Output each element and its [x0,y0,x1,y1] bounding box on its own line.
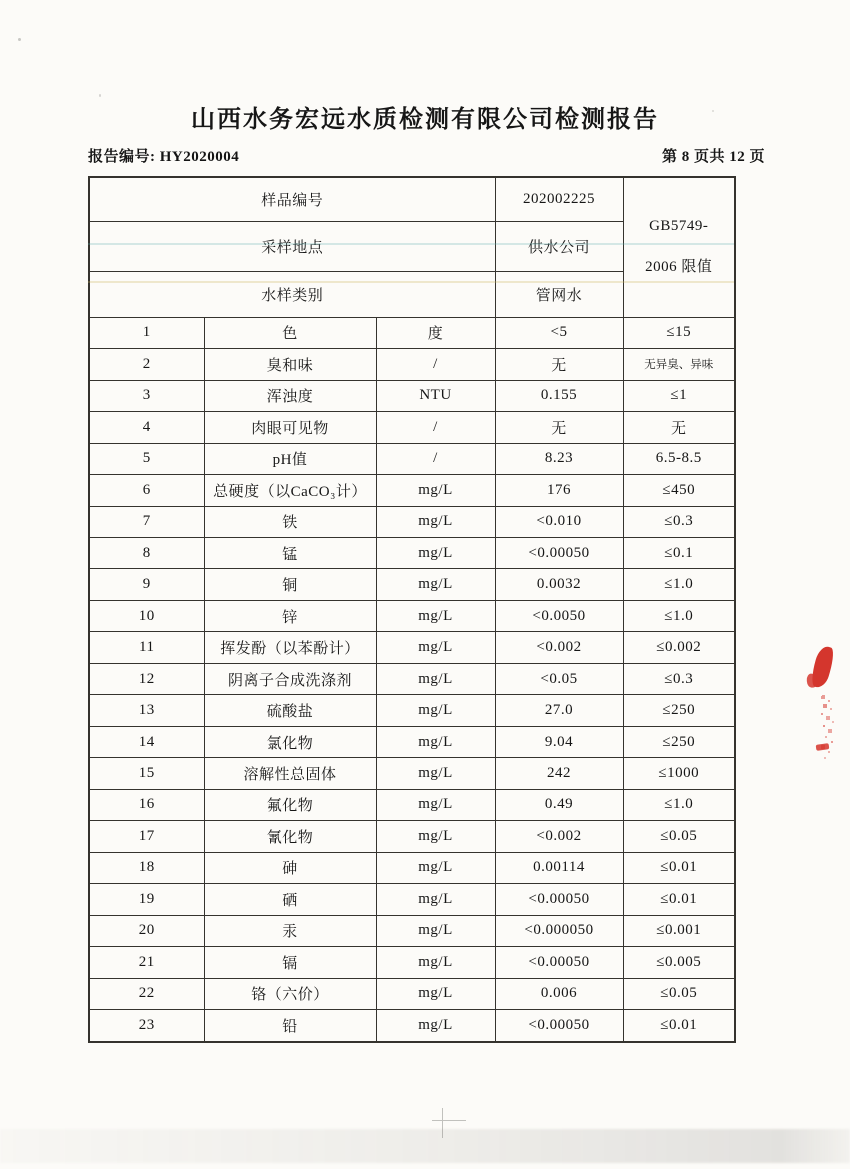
result-value-cell: 0.0032 [495,569,623,600]
unit-cell: mg/L [376,884,495,915]
item-name-cell: 铅 [204,1010,376,1042]
limit-value-cell: ≤0.01 [623,1010,735,1042]
item-name-cell: 溶解性总固体 [204,758,376,789]
table-row [89,915,735,946]
unit-cell: mg/L [376,600,495,631]
unit-cell: mg/L [376,789,495,820]
limit-value-cell: ≤0.001 [623,915,735,946]
row-number-cell: 1 [89,317,204,348]
limit-value-cell: ≤450 [623,475,735,506]
item-name-cell: 砷 [204,852,376,883]
unit-cell: mg/L [376,1010,495,1042]
red-seal-speckles [820,694,822,696]
result-value-cell: 176 [495,475,623,506]
water-type-value: 管网水 [495,271,623,317]
unit-cell: NTU [376,380,495,411]
limit-standard-line2: 2006 限值 [645,259,713,276]
page-indicator: 第 8 页共 12 页 [661,149,765,165]
unit-cell: mg/L [376,695,495,726]
scan-speck [712,110,714,112]
info-header-body [89,177,735,317]
unit-cell: mg/L [376,506,495,537]
unit-cell: mg/L [376,947,495,978]
row-number-cell: 23 [89,1010,204,1042]
limit-value-cell: ≤0.1 [623,538,735,569]
limit-standard-header [623,177,735,317]
item-name-cell: 挥发酚（以苯酚计） [204,632,376,663]
row-number-cell: 7 [89,506,204,537]
row-number-cell: 17 [89,821,204,852]
unit-cell: mg/L [376,538,495,569]
limit-value-cell: ≤0.01 [623,852,735,883]
result-value-cell: 8.23 [495,443,623,474]
result-value-cell: 0.155 [495,380,623,411]
row-number-cell: 22 [89,978,204,1009]
row-number-cell: 18 [89,852,204,883]
unit-cell: mg/L [376,632,495,663]
table-row [89,663,735,694]
item-name-cell: 色 [204,317,376,348]
result-value-cell: <0.00050 [495,538,623,569]
results-body [89,317,735,1042]
result-value-cell: 0.00114 [495,852,623,883]
limit-value-cell: ≤1.0 [623,569,735,600]
red-seal-dash [816,743,830,751]
sample-id-row [89,177,735,221]
item-name-cell: 汞 [204,915,376,946]
unit-cell: mg/L [376,852,495,883]
table-row [89,632,735,663]
limit-value-cell: ≤1000 [623,758,735,789]
scan-shadow-band [0,1129,850,1163]
limit-value-cell: ≤1 [623,380,735,411]
faint-cross-mark [432,1108,454,1138]
table-row [89,884,735,915]
row-number-cell: 5 [89,443,204,474]
result-value-cell: <0.0050 [495,600,623,631]
limit-value-cell: 无异臭、异味 [623,349,735,380]
item-name-cell: 阴离子合成洗涤剂 [204,663,376,694]
limit-value-cell: ≤0.3 [623,663,735,694]
report-meta [88,145,765,166]
table-row [89,726,735,757]
row-number-cell: 14 [89,726,204,757]
limit-value-cell: 6.5-8.5 [623,443,735,474]
row-number-cell: 4 [89,412,204,443]
item-name-cell: pH值 [204,443,376,474]
item-name-cell: 氰化物 [204,821,376,852]
table-row [89,317,735,348]
result-value-cell: 无 [495,349,623,380]
unit-cell: mg/L [376,726,495,757]
page-title: 山西水务宏远水质检测有限公司检测报告 [191,106,659,133]
limit-standard-line1: GB5749- [649,218,709,235]
result-value-cell: 242 [495,758,623,789]
row-number-cell: 2 [89,349,204,380]
water-quality-table [88,176,736,1043]
unit-cell: mg/L [376,821,495,852]
item-name-cell: 铁 [204,506,376,537]
row-number-cell: 8 [89,538,204,569]
item-name-cell: 臭和味 [204,349,376,380]
sampling-site-label: 采样地点 [89,221,495,271]
unit-cell: mg/L [376,475,495,506]
unit-cell: mg/L [376,915,495,946]
limit-value-cell: ≤1.0 [623,789,735,820]
table-row [89,758,735,789]
table-row [89,789,735,820]
result-value-cell: 无 [495,412,623,443]
table-row [89,1010,735,1042]
item-name-cell: 镉 [204,947,376,978]
item-name-cell: 硒 [204,884,376,915]
table-row [89,475,735,506]
result-value-cell: 0.006 [495,978,623,1009]
item-name-cell: 锰 [204,538,376,569]
row-number-cell: 16 [89,789,204,820]
unit-cell: mg/L [376,663,495,694]
row-number-cell: 15 [89,758,204,789]
limit-value-cell: ≤0.01 [623,884,735,915]
limit-value-cell: ≤0.05 [623,821,735,852]
table-row [89,506,735,537]
limit-value-cell: ≤250 [623,726,735,757]
unit-cell: mg/L [376,978,495,1009]
row-number-cell: 6 [89,475,204,506]
limit-value-cell: ≤0.3 [623,506,735,537]
item-name-cell: 浑浊度 [204,380,376,411]
table-row [89,821,735,852]
row-number-cell: 3 [89,380,204,411]
limit-value-cell: ≤0.002 [623,632,735,663]
item-name-cell: 铬（六价） [204,978,376,1009]
limit-value-cell: ≤0.005 [623,947,735,978]
row-number-cell: 10 [89,600,204,631]
unit-cell: / [376,443,495,474]
row-number-cell: 13 [89,695,204,726]
item-name-cell: 氯化物 [204,726,376,757]
item-name-cell: 总硬度（以CaCO₃计） [204,475,376,506]
row-number-cell: 9 [89,569,204,600]
sampling-site-value: 供水公司 [495,221,623,271]
result-value-cell: <0.000050 [495,915,623,946]
result-value-cell: 9.04 [495,726,623,757]
limit-value-cell: ≤15 [623,317,735,348]
table-row [89,978,735,1009]
result-value-cell: <0.010 [495,506,623,537]
limit-value-cell: ≤250 [623,695,735,726]
row-number-cell: 21 [89,947,204,978]
limit-value-cell: 无 [623,412,735,443]
limit-value-cell: ≤0.05 [623,978,735,1009]
result-value-cell: <0.002 [495,821,623,852]
red-seal-fragment [810,642,844,764]
table-row [89,412,735,443]
scan-speck [99,94,101,97]
scan-speck [18,38,21,41]
unit-cell: / [376,412,495,443]
table-row [89,349,735,380]
water-type-label: 水样类别 [89,271,495,317]
row-number-cell: 11 [89,632,204,663]
row-number-cell: 19 [89,884,204,915]
red-seal-blob [809,644,837,689]
limit-value-cell: ≤1.0 [623,600,735,631]
row-number-cell: 12 [89,663,204,694]
item-name-cell: 肉眼可见物 [204,412,376,443]
result-value-cell: <5 [495,317,623,348]
table-row [89,600,735,631]
table-row [89,569,735,600]
unit-cell: 度 [376,317,495,348]
result-value-cell: <0.00050 [495,884,623,915]
table-row [89,538,735,569]
table-row [89,695,735,726]
result-value-cell: 0.49 [495,789,623,820]
result-value-cell: <0.00050 [495,1010,623,1042]
item-name-cell: 氟化物 [204,789,376,820]
result-value-cell: 27.0 [495,695,623,726]
unit-cell: mg/L [376,569,495,600]
result-value-cell: <0.00050 [495,947,623,978]
sample-id-value: 202002225 [495,177,623,221]
row-number-cell: 20 [89,915,204,946]
table-row [89,380,735,411]
item-name-cell: 锌 [204,600,376,631]
unit-cell: / [376,349,495,380]
item-name-cell: 铜 [204,569,376,600]
result-value-cell: <0.002 [495,632,623,663]
table-row [89,947,735,978]
unit-cell: mg/L [376,758,495,789]
result-value-cell: <0.05 [495,663,623,694]
report-number: 报告编号: HY2020004 [88,149,240,165]
sample-id-label: 样品编号 [89,177,495,221]
table-row [89,443,735,474]
item-name-cell: 硫酸盐 [204,695,376,726]
table-row [89,852,735,883]
